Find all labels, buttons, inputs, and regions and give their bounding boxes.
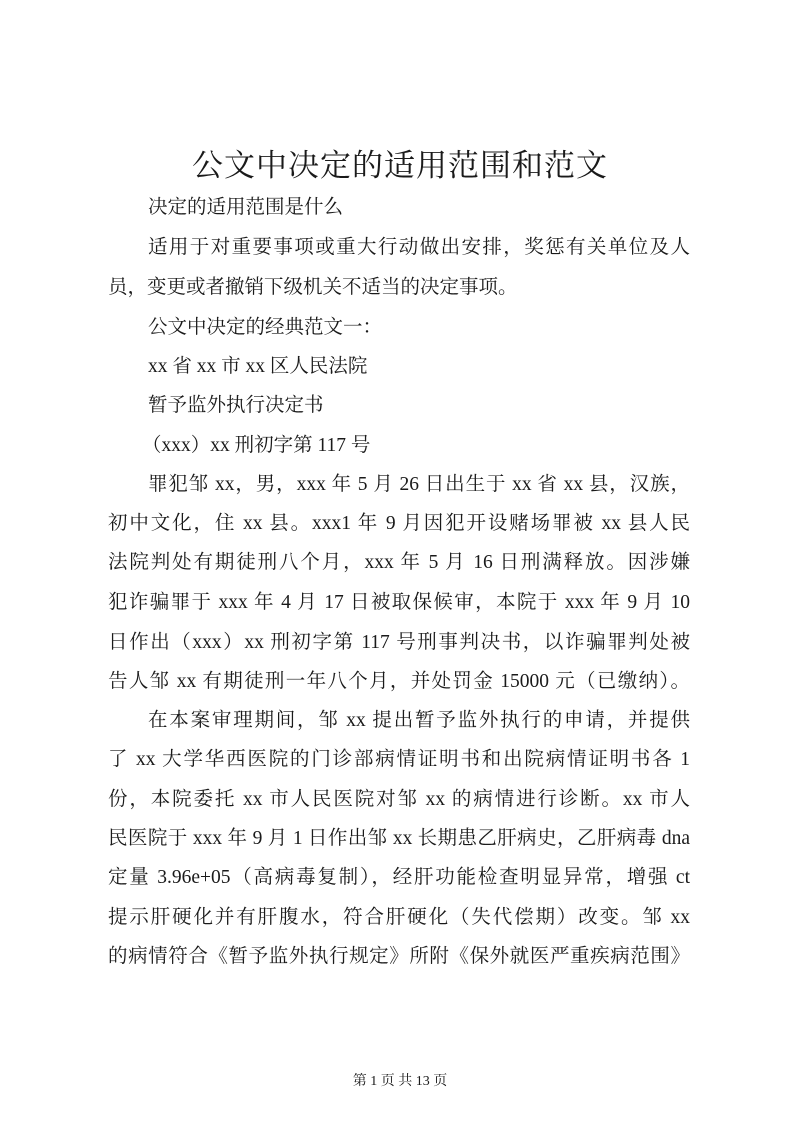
text-line: 员，变更或者撤销下级机关不适当的决定事项。 [108,277,518,298]
page-footer: 第 1 页 共 13 页 [352,1074,448,1089]
text-line: 初中文化，住 xx 县。xxx1 年 9 月因犯开设赌场罪被 xx 县人民 [108,513,690,534]
text-line: 定量 3.96e+05（高病毒复制），经肝功能检查明显异常，增强 ct [108,867,690,888]
text-line: 提示肝硬化并有肝腹水，符合肝硬化（失代偿期）改变。邹 xx [108,907,690,928]
text-line: 犯诈骗罪于 xxx 年 4 月 17 日被取保候审，本院于 xxx 年 9 月 10 [108,592,690,613]
document-title: 公文中决定的适用范围和范文 [192,148,608,183]
text-line: xx 省 xx 市 xx 区人民法院 [148,356,368,377]
text-line: 在本案审理期间，邹 xx 提出暂予监外执行的申请，并提供 [148,710,690,731]
text-line: （xxx）xx 刑初字第 117 号 [142,435,371,456]
text-line: 公文中决定的经典范文一： [148,317,383,338]
text-line: 了 xx 大学华西医院的门诊部病情证明书和出院病情证明书各 1 [108,749,690,770]
text-line: 的病情符合《暂予监外执行规定》所附《保外就医严重疾病范围》 [108,946,690,967]
text-line: 罪犯邹 xx，男，xxx 年 5 月 26 日出生于 xx 省 xx 县，汉族， [148,474,690,495]
text-line: 暂予监外执行决定书 [148,395,324,416]
text-line: 法院判处有期徒刑八个月，xxx 年 5 月 16 日刑满释放。因涉嫌 [108,552,690,573]
text-line: 适用于对重要事项或重大行动做出安排，奖惩有关单位及人 [148,237,690,258]
text-line: 民医院于 xxx 年 9 月 1 日作出邹 xx 长期患乙肝病史，乙肝病毒 dna [108,828,690,849]
text-line: 日作出（xxx）xx 刑初字第 117 号刑事判决书，以诈骗罪判处被 [108,632,690,653]
text-line: 决定的适用范围是什么 [148,197,344,218]
text-line: 份，本院委托 xx 市人民医院对邹 xx 的病情进行诊断。xx 市人 [108,789,690,810]
text-line: 告人邹 xx 有期徒刑一年八个月，并处罚金 15000 元（已缴纳）。 [108,671,690,692]
